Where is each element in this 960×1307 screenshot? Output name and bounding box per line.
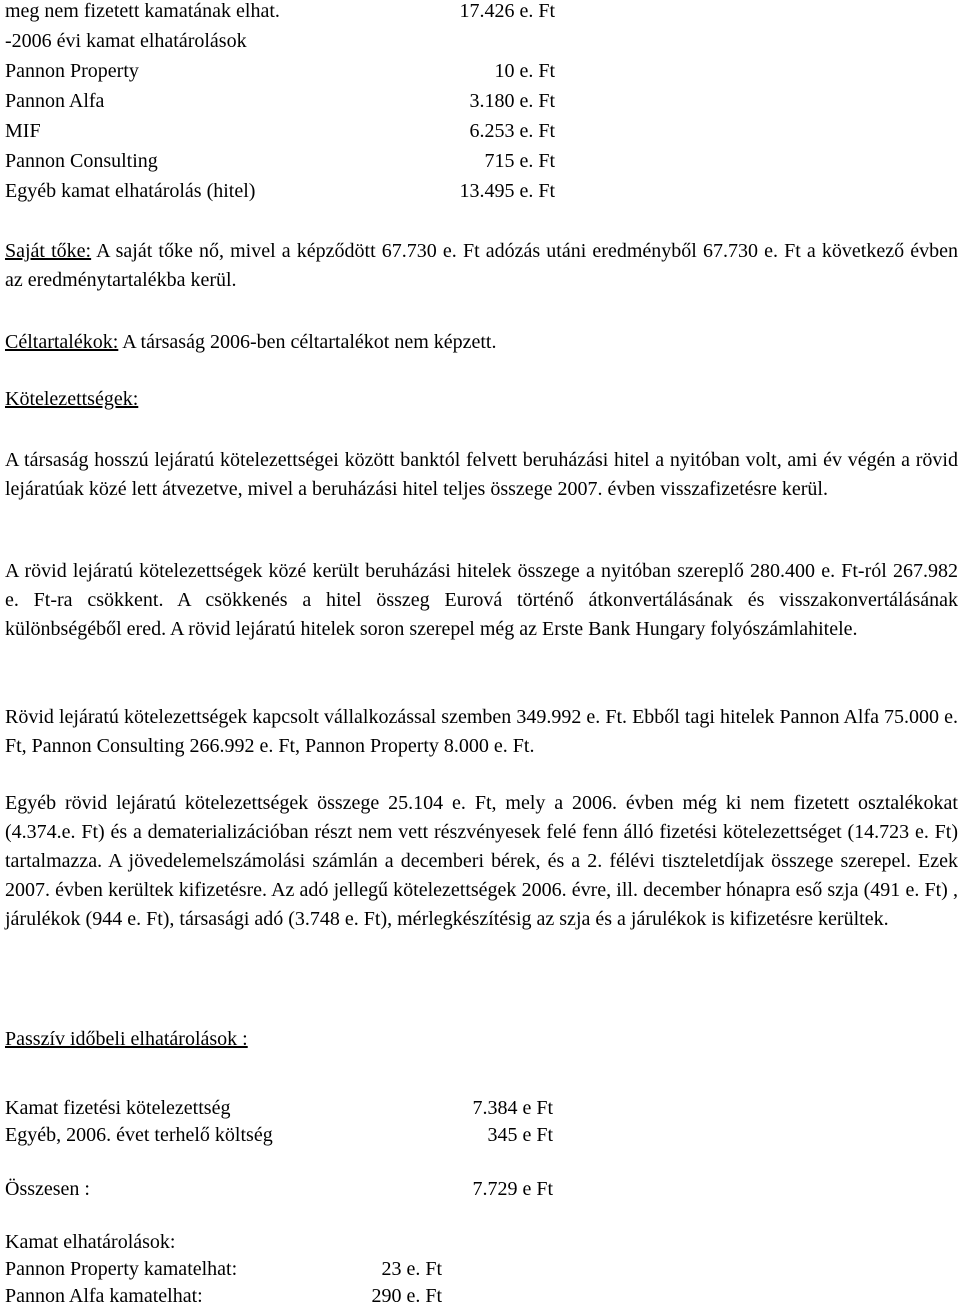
accrual-item-value: 10 e. Ft: [494, 60, 555, 82]
equity-text: A saját tőke nő, mivel a képződött 67.730 e. Ft adózás utáni eredményből 67.730 e. Ft a következő évben az eredménytartalékba kerül.: [5, 240, 958, 291]
liabilities-heading: Kötelezettségek:: [5, 388, 139, 410]
passive-row-label: Kamat fizetési kötelezettség: [5, 1097, 231, 1119]
liabilities-paragraph-3: Rövid lejáratú kötelezettségek kapcsolt vállalkozással szemben 349.992 e. Ft. Ebből tagi hitelek Pannon Alfa 75.000 e. Ft, Pannon Consulting 266.992 e. Ft, Pannon Property 8.000 e. Ft.: [5, 706, 958, 757]
passive-row-label: Egyéb, 2006. évet terhelő költség: [5, 1124, 273, 1146]
reserves-paragraph: [5, 328, 958, 357]
accrual-item-value: 3.180 e. Ft: [469, 90, 555, 112]
accrual-item-value: 6.253 e. Ft: [469, 120, 555, 142]
accrual-item-value: 715 e. Ft: [484, 150, 555, 172]
passive-row-value: 345 e Ft: [487, 1124, 553, 1146]
passive-row-value: 7.384 e Ft: [472, 1097, 553, 1119]
accrual-item-label: Pannon Consulting: [5, 150, 158, 172]
interest-row-value: 290 e. Ft: [371, 1285, 442, 1307]
interest-row-label: Pannon Property kamatelhat:: [5, 1258, 238, 1280]
equity-paragraph: [5, 237, 958, 295]
liabilities-paragraph-1: A társaság hosszú lejáratú kötelezettségei között banktól felvett beruházási hitel a nyitóban volt, ami év végén a rövid lejáratúak közé lett átvezetve, mivel a beruházási hitel teljes összege 2007. évben visszafizetésre kerül.: [5, 449, 958, 500]
liabilities-heading-line: [5, 385, 958, 414]
passive-total-value: 7.729 e Ft: [472, 1178, 553, 1200]
passive-total-label: Összesen :: [5, 1178, 90, 1200]
passive-heading: Passzív időbeli elhatárolások :: [5, 1028, 248, 1050]
liabilities-paragraph-2: A rövid lejáratú kötelezettségek közé került beruházási hitelek összege a nyitóban szereplő 280.400 e. Ft-ról 267.982 e. Ft-ra csökkent. A csökkenés a hitel összeg Eurová történő átkonvertálásának és visszakonvertálásának különbségéből ered. A rövid lejáratú hitelek soron szerepel még az Erste Bank Hungary folyószámlahitele.: [5, 560, 958, 640]
passive-heading-line: [5, 1025, 958, 1054]
accrual-item-value: 13.495 e. Ft: [459, 180, 555, 202]
liabilities-paragraph-4: Egyéb rövid lejáratú kötelezettségek összege 25.104 e. Ft, mely a 2006. évben még ki nem fizetett osztalékokat (4.374.e. Ft) és a dematerializációban részt nem vett részvényesek felé fenn álló fizetési kötelezettséget (14.723 e. Ft) tartalmazza. A jövedelemelszámolási számlán a decemberi bérek, és a 2. félévi tiszteletdíjak összege szerepel. Ezek 2007. évben kerültek kifizetésre. Az adó jellegű kötelezettségek 2006. évre, ill. december hónapra eső szja (491 e. Ft) , járulékok (944 e. Ft), társasági adó (3.748 e. Ft), mérlegkészítésig az szja és a járulékok is kifizetésre kerültek.: [5, 792, 958, 930]
interest-row-value: 23 e. Ft: [381, 1258, 442, 1280]
reserves-text: A társaság 2006-ben céltartalékot nem képzett.: [118, 331, 497, 353]
accrual-first-value: 17.426 e. Ft: [459, 0, 555, 22]
accrual-item-label: Pannon Alfa: [5, 90, 105, 112]
accrual-first-label: meg nem fizetett kamatának elhat.: [5, 0, 280, 22]
interest-accruals-heading: Kamat elhatárolások:: [5, 1231, 176, 1253]
accruals-heading: -2006 évi kamat elhatárolások: [5, 30, 247, 52]
equity-heading: Saját tőke:: [5, 240, 92, 262]
accrual-item-label: Egyéb kamat elhatárolás (hitel): [5, 180, 256, 202]
interest-row-label: Pannon Alfa kamatelhat:: [5, 1285, 203, 1307]
accrual-item-label: Pannon Property: [5, 60, 139, 82]
accrual-item-label: MIF: [5, 120, 41, 142]
reserves-heading: Céltartalékok:: [5, 331, 119, 353]
